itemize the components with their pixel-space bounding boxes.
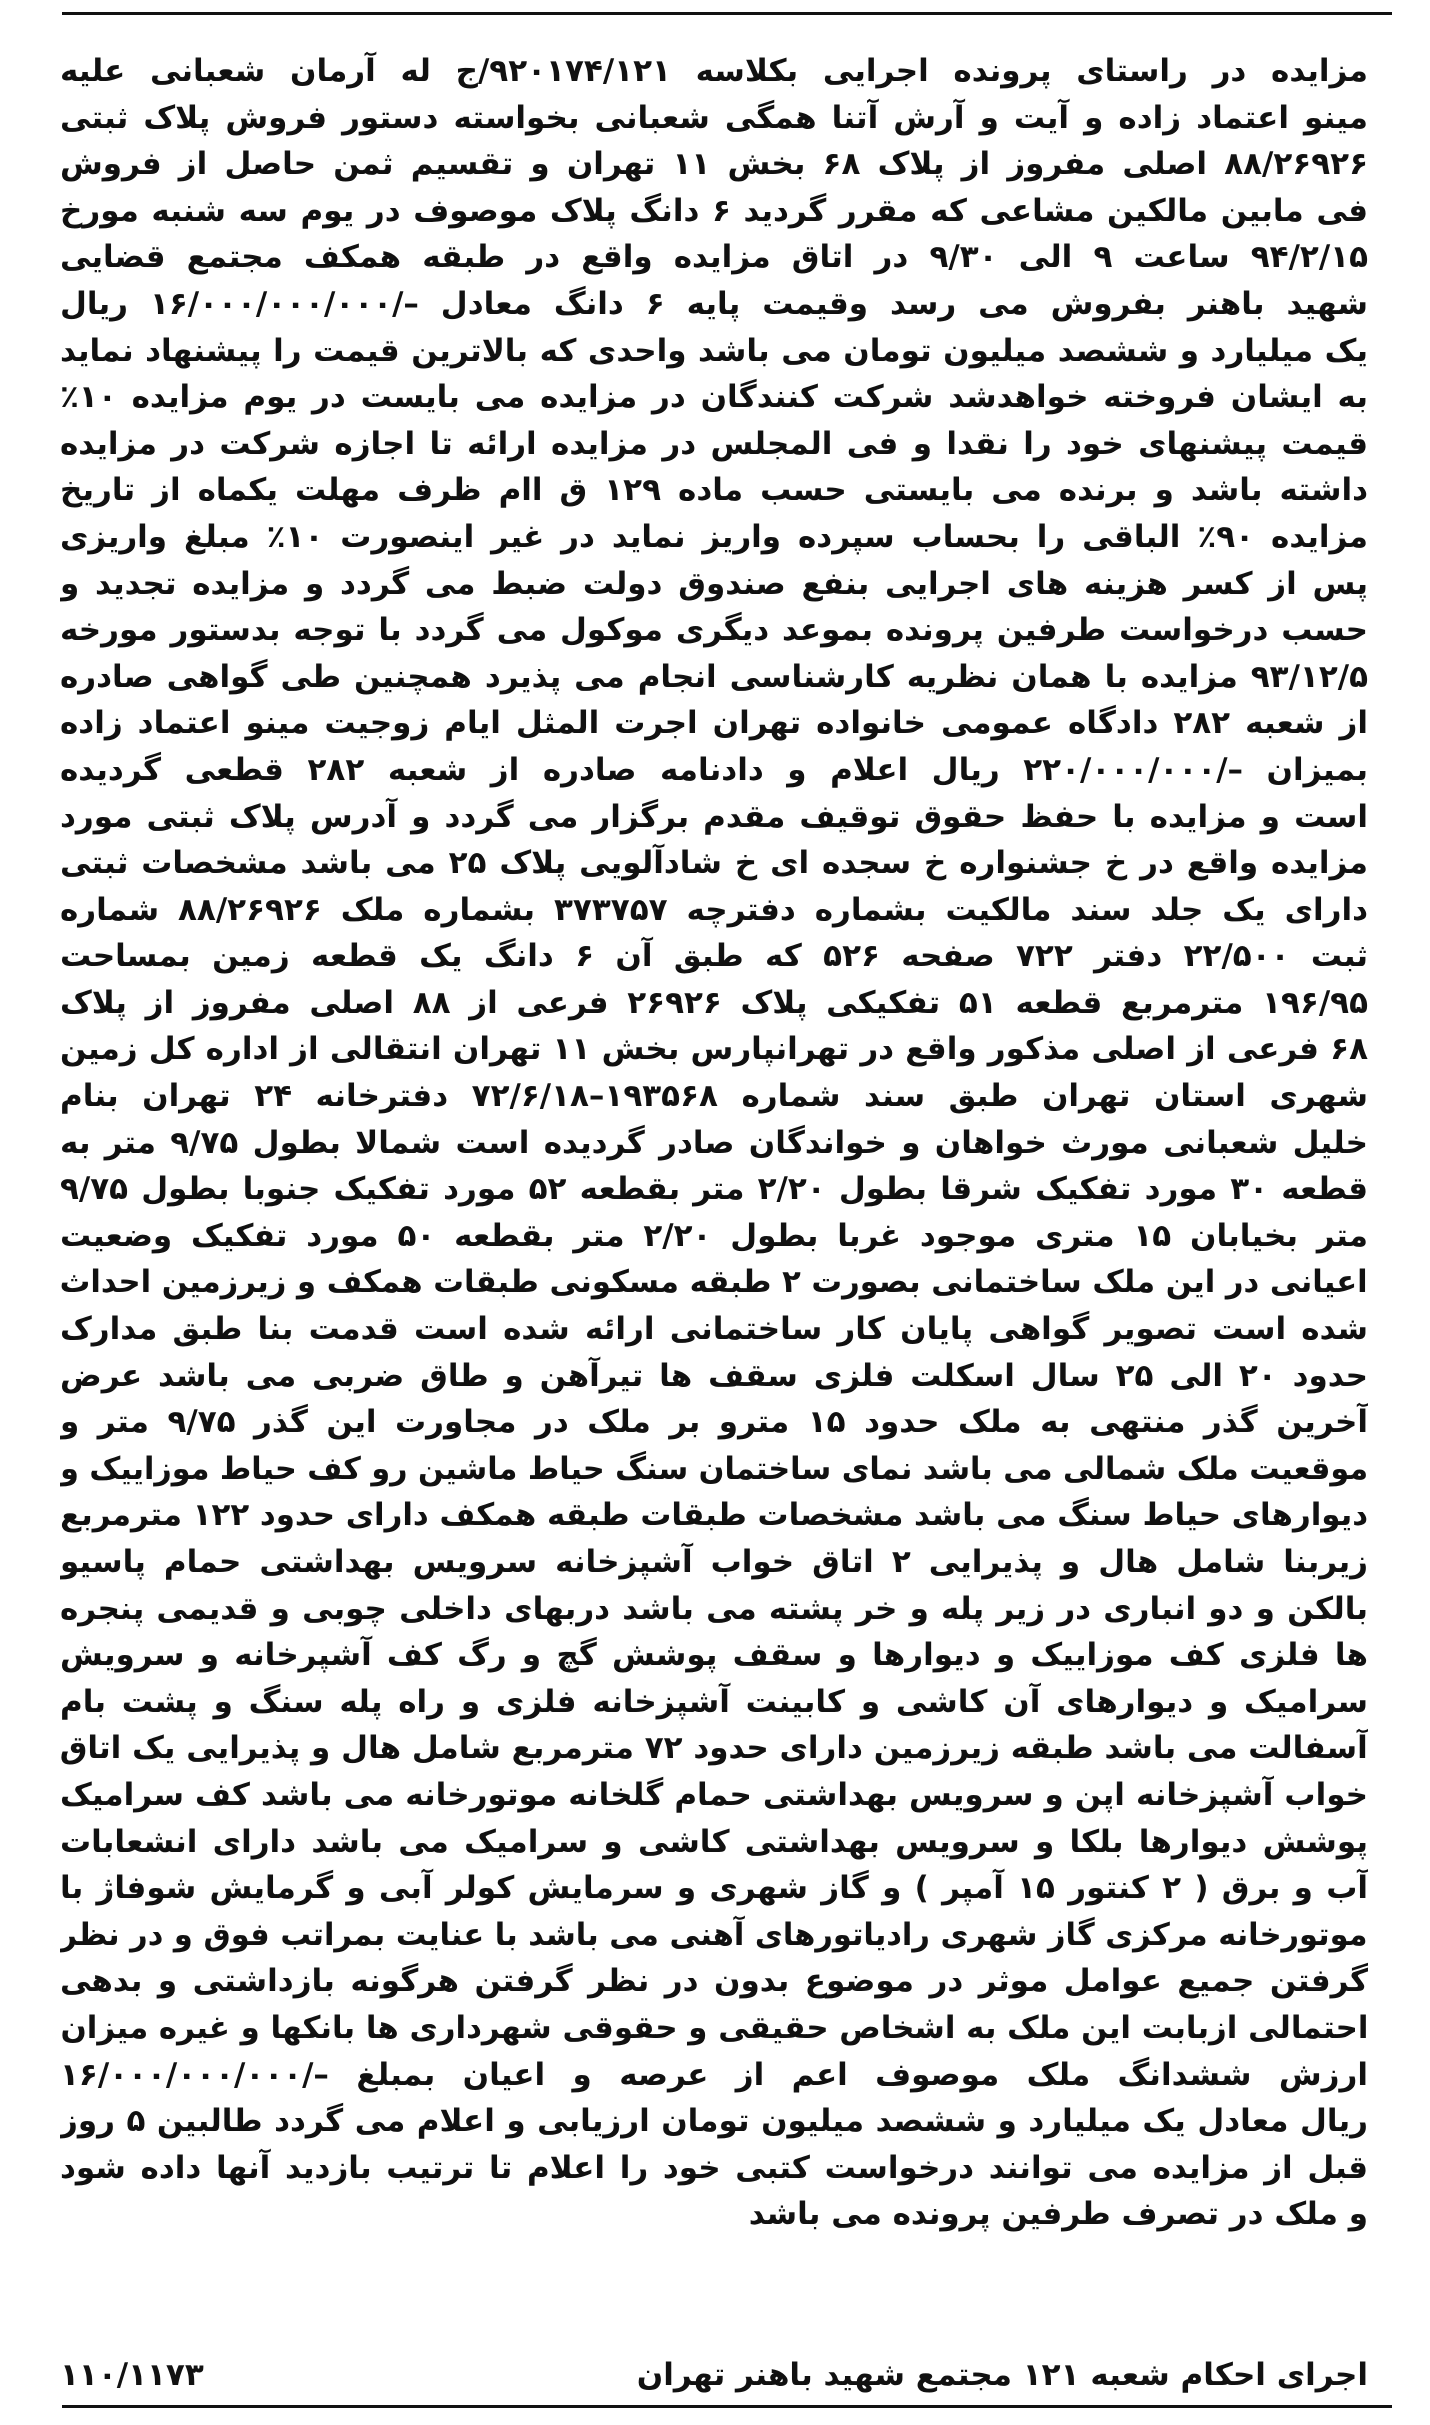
notice-line: آسفالت می باشد طبقه زیرزمین دارای حدود ۷۲ مترمربع شامل هال و پذیرایی یک اتاق bbox=[60, 1730, 1368, 1767]
notice-line: ریال معادل یک میلیارد و ششصد میلیون تومان ارزیابی و اعلام می گردد طالبین ۵ روز bbox=[60, 2103, 1368, 2140]
bottom-rule bbox=[62, 2405, 1392, 2408]
notice-line: است و مزایده با حفظ حقوق توقیف مقدم برگزار می گردد و آدرس پلاک ثبتی مورد bbox=[60, 798, 1368, 835]
notice-line: شده است تصویر گواهی پایان کار ساختمانی ارائه شده است قدمت بنا طبق مدارک bbox=[60, 1311, 1368, 1348]
notice-line: بالکن و دو انباری در زیر پله و خر پشته می باشد دربهای داخلی چوبی و قدیمی پنجره bbox=[60, 1590, 1368, 1627]
notice-line: قیمت پیشنهای خود را نقدا و فی المجلس در مزایده ارائه تا اجازه شرکت در مزایده bbox=[60, 425, 1368, 462]
notice-line: ۹۳/۱۲/۵ مزایده با همان نظریه کارشناسی انجام می پذیرد همچنین طی گواهی صادره bbox=[60, 658, 1368, 695]
notice-line: ثبت ۲۲/۵۰۰ دفتر ۷۲۲ صفحه ۵۲۶ که طبق آن ۶ دانگ یک قطعه زمین بمساحت bbox=[60, 938, 1368, 975]
notice-line: حدود ۲۰ الی ۲۵ سال اسکلت فلزی سقف ها تیرآهن و طاق ضربی می باشد عرض bbox=[60, 1357, 1368, 1394]
notice-line: موقعیت ملک شمالی می باشد نمای ساختمان سنگ حیاط ماشین رو کف حیاط موزاییک و bbox=[60, 1450, 1368, 1487]
notice-line: دیوارهای حیاط سنگ می باشد مشخصات طبقات طبقه همکف دارای حدود ۱۲۲ مترمربع bbox=[60, 1497, 1368, 1534]
notice-line: مینو اعتماد زاده و آیت و آرش آتنا همگی شعبانی بخواسته دستور فروش پلاک ثبتی bbox=[60, 99, 1368, 136]
notice-line: خواب آشپزخانه اپن و سرویس بهداشتی حمام گلخانه موتورخانه می باشد کف سرامیک bbox=[60, 1776, 1368, 1813]
notice-line: ۹۴/۲/۱۵ ساعت ۹ الی ۹/۳۰ در اتاق مزایده واقع در طبقه همکف مجتمع قضایی bbox=[60, 239, 1368, 276]
footer-code: ۱۱۰/۱۱۷۳ bbox=[60, 2357, 204, 2393]
notice-line: متر بخیابان ۱۵ متری موجود غربا بطول ۲/۲۰ متر بقطعه ۵۰ مورد تفکیک وضعیت bbox=[60, 1217, 1368, 1254]
notice-line: پس از کسر هزینه های اجرایی بنفع صندوق دولت ضبط می گردد و مزایده تجدید و bbox=[60, 565, 1368, 602]
notice-line: مزایده ۹۰٪ الباقی را بحساب سپرده واریز نماید در غیر اینصورت ۱۰٪ مبلغ واریزی bbox=[60, 518, 1368, 555]
notice-line: مزایده واقع در خ جشنواره خ سجده ای خ شادآلویی پلاک ۲۵ می باشد مشخصات ثبتی bbox=[60, 845, 1368, 882]
notice-line: یک میلیارد و ششصد میلیون تومان می باشد واحدی که بالاترین قیمت را پیشنهاد نماید bbox=[60, 332, 1368, 369]
notice-line: موتورخانه مرکزی گاز شهری رادیاتورهای آهنی می باشد با عنایت بمراتب فوق و در نظر bbox=[60, 1916, 1368, 1953]
notice-line: قبل از مزایده می توانند درخواست کتبی خود را اعلام تا ترتیب بازدید آنها داده شود bbox=[60, 2149, 1368, 2186]
notice-line: شهید باهنر بفروش می رسد وقیمت پایه ۶ دانگ معادل –/۱۶/۰۰۰/۰۰۰/۰۰۰ ریال bbox=[60, 285, 1368, 322]
notice-line: ۱۹۶/۹۵ مترمربع قطعه ۵۱ تفکیکی پلاک ۲۶۹۲۶ فرعی از ۸۸ اصلی مفروز از پلاک bbox=[60, 984, 1368, 1021]
notice-line: به ایشان فروخته خواهدشد شرکت کنندگان در مزایده می بایست در یوم مزایده ۱۰٪ bbox=[60, 379, 1368, 416]
notice-line: پوشش دیوارها بلکا و سرویس بهداشتی کاشی و سرامیک می باشد دارای انشعابات bbox=[60, 1823, 1368, 1860]
notice-body bbox=[60, 48, 1368, 2238]
notice-line: ارزش ششدانگ ملک موصوف اعم از عرصه و اعیان بمبلغ –/۱۶/۰۰۰/۰۰۰/۰۰۰ bbox=[60, 2056, 1368, 2093]
notice-line: آخرین گذر منتهی به ملک حدود ۱۵ مترو بر ملک در مجاورت این گذر ۹/۷۵ متر و bbox=[60, 1404, 1368, 1441]
notice-line: قطعه ۳۰ مورد تفکیک شرقا بطول ۲/۲۰ متر بقطعه ۵۲ مورد تفکیک جنوبا بطول ۹/۷۵ bbox=[60, 1171, 1368, 1208]
notice-line: از شعبه ۲۸۲ دادگاه عمومی خانواده تهران اجرت المثل ایام زوجیت مینو اعتماد زاده bbox=[60, 705, 1368, 742]
notice-line: خلیل شعبانی مورث خواهان و خواندگان صادر گردیده است شمالا بطول ۹/۷۵ متر به bbox=[60, 1124, 1368, 1161]
notice-line: شهری استان تهران طبق سند شماره ۱۹۳۵۶۸–۷۲/۶/۱۸ دفترخانه ۲۴ تهران بنام bbox=[60, 1078, 1368, 1115]
notice-line: سرامیک و دیوارهای آن کاشی و کابینت آشپزخانه فلزی و راه پله سنگ و پشت بام bbox=[60, 1683, 1368, 1720]
notice-line: آب و برق ( ۲ کنتور ۱۵ آمپر ) و گاز شهری و سرمایش کولر آبی و گرمایش شوفاژ با bbox=[60, 1870, 1368, 1907]
footer-office: اجرای احکام شعبه ۱۲۱ مجتمع شهید باهنر تهران bbox=[636, 2357, 1368, 2393]
notice-line: و ملک در تصرف طرفین پرونده می باشد bbox=[748, 2196, 1368, 2233]
notice-line: داشته باشد و برنده می بایستی حسب ماده ۱۲۹ ق اام ظرف مهلت یکماه از تاریخ bbox=[60, 472, 1368, 509]
notice-line: گرفتن جمیع عوامل موثر در موضوع بدون در نظر گرفتن هرگونه بازداشتی و بدهی bbox=[60, 1963, 1368, 2000]
notice-line: حسب درخواست طرفین پرونده بموعد دیگری موکول می گردد با توجه بدستور مورخه bbox=[60, 612, 1368, 649]
notice-line: مزایده در راستای پرونده اجرایی بکلاسه ۹۲۰۱۷۴/۱۲۱/ج له آرمان شعبانی علیه bbox=[60, 53, 1368, 89]
notice-footer bbox=[60, 2350, 1368, 2400]
notice-line: فی مابین مالکین مشاعی که مقرر گردید ۶ دانگ پلاک موصوف در یوم سه شنبه مورخ bbox=[60, 192, 1368, 229]
notice-line: ۸۸/۲۶۹۲۶ اصلی مفروز از پلاک ۶۸ بخش ۱۱ تهران و تقسیم ثمن حاصل از فروش bbox=[60, 146, 1368, 183]
notice-line: ۶۸ فرعی از اصلی مذکور واقع در تهرانپارس بخش ۱۱ تهران انتقالی از اداره کل زمین bbox=[60, 1031, 1368, 1068]
notice-line: دارای یک جلد سند مالکیت بشماره دفترچه ۳۷۳۷۵۷ بشماره ملک ۸۸/۲۶۹۲۶ شماره bbox=[60, 891, 1368, 928]
notice-line: ها فلزی کف موزاییک و دیوارها و سقف پوشش گچ و رگ کف آشپرخانه و سرویش bbox=[60, 1637, 1368, 1674]
notice-line: احتمالی ازبابت این ملک به اشخاص حقیقی و حقوقی شهرداری ها بانکها و غیره میزان bbox=[60, 2009, 1368, 2046]
top-rule bbox=[62, 12, 1392, 15]
notice-line: بمیزان –/۲۲۰/۰۰۰/۰۰۰ ریال اعلام و دادنامه صادره از شعبه ۲۸۲ قطعی گردیده bbox=[60, 751, 1368, 788]
notice-line: زیربنا شامل هال و پذیرایی ۲ اتاق خواب آشپزخانه سرویس بهداشتی حمام پاسیو bbox=[60, 1544, 1368, 1580]
notice-line: اعیانی در این ملک ساختمانی بصورت ۲ طبقه مسکونی طبقات همکف و زیرزمین احداث bbox=[60, 1264, 1368, 1301]
